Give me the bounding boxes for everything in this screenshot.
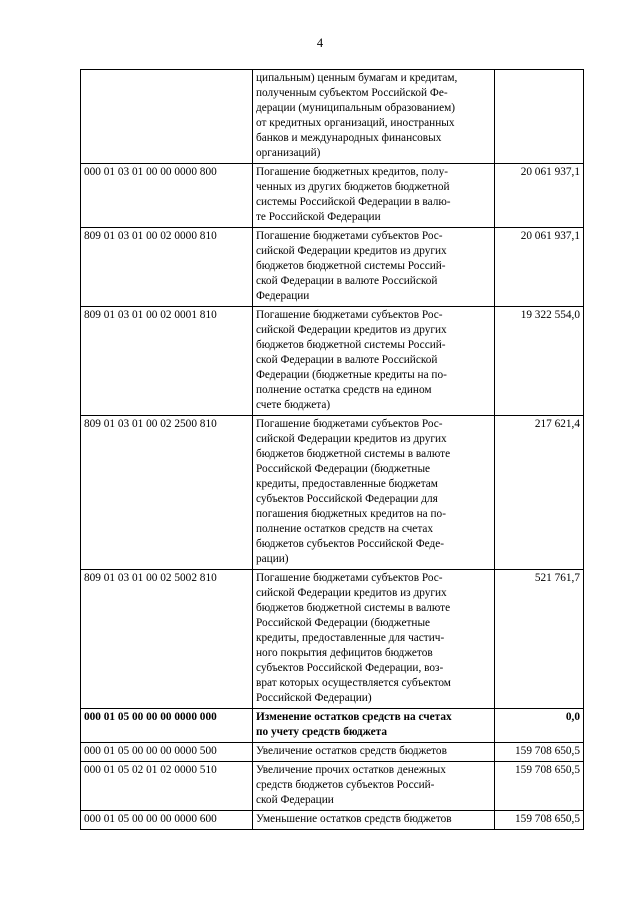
description-line: Увеличение остатков средств бюджетов — [256, 745, 447, 757]
budget-code-cell — [81, 70, 253, 164]
budget-code-cell: 000 01 05 02 01 02 0000 510 — [81, 762, 253, 811]
page-number: 4 — [316, 36, 324, 50]
description-line: Погашение бюджетами субъектов Рос- — [256, 309, 443, 321]
description-line: рации) — [256, 553, 289, 565]
description-line: полученным субъектом Российской Фе- — [256, 87, 448, 99]
description-line: бюджетов бюджетной системы в валюте — [256, 602, 451, 614]
budget-code-cell: 809 01 03 01 00 02 0000 810 — [81, 228, 253, 307]
description-line: сийской Федерации кредитов из других — [256, 587, 447, 599]
description-cell — [253, 307, 495, 416]
description-line: субъектов Российской Федерации для — [256, 493, 438, 505]
description-line: Уменьшение остатков средств бюджетов — [256, 813, 452, 825]
description-line: Увеличение прочих остатков денежных — [256, 764, 446, 776]
amount-cell: 217 621,4 — [495, 416, 584, 570]
description-line: кредиты, предоставленные бюджетам — [256, 478, 438, 490]
description-cell — [253, 570, 495, 709]
amount-cell: 0,0 — [495, 709, 584, 743]
description-line: средств бюджетов субъектов Россий- — [256, 779, 435, 791]
amount-cell: 159 708 650,5 — [495, 762, 584, 811]
description-line: от кредитных организаций, иностранных — [256, 117, 455, 129]
description-line: врат которых осуществляется субъектом — [256, 677, 451, 689]
budget-code-cell: 809 01 03 01 00 02 0001 810 — [81, 307, 253, 416]
table-row — [81, 70, 584, 164]
description-line: Российской Федерации (бюджетные — [256, 463, 431, 475]
description-line: бюджетов бюджетной системы Россий- — [256, 339, 446, 351]
description-line: Погашение бюджетами субъектов Рос- — [256, 230, 443, 242]
budget-code-cell: 000 01 05 00 00 00 0000 600 — [81, 811, 253, 830]
table-row — [81, 228, 584, 307]
description-line: Погашение бюджетных кредитов, полу- — [256, 166, 448, 178]
amount-cell: 19 322 554,0 — [495, 307, 584, 416]
description-line: организаций) — [256, 147, 321, 159]
description-cell — [253, 228, 495, 307]
description-line: ного покрытия дефицитов бюджетов — [256, 647, 433, 659]
description-line: ской Федерации — [256, 794, 334, 806]
amount-cell: 159 708 650,5 — [495, 743, 584, 762]
description-line: дерации (муниципальным образованием) — [256, 102, 456, 114]
description-line: ской Федерации в валюте Российской — [256, 275, 438, 287]
description-line: сийской Федерации кредитов из других — [256, 433, 447, 445]
amount-cell: 521 761,7 — [495, 570, 584, 709]
description-line: Российской Федерации (бюджетные — [256, 617, 431, 629]
description-cell — [253, 709, 495, 743]
description-line: сийской Федерации кредитов из других — [256, 245, 447, 257]
description-line: полнение остатка средств на едином — [256, 384, 432, 396]
table-row — [81, 416, 584, 570]
budget-code-cell: 809 01 03 01 00 02 2500 810 — [81, 416, 253, 570]
description-line: ципальным) ценным бумагам и кредитам, — [256, 72, 458, 84]
amount-cell: 159 708 650,5 — [495, 811, 584, 830]
description-line: ской Федерации в валюте Российской — [256, 354, 438, 366]
amount-cell: 20 061 937,1 — [495, 164, 584, 228]
description-line: Погашение бюджетами субъектов Рос- — [256, 572, 443, 584]
description-line: те Российской Федерации — [256, 211, 381, 223]
budget-code-cell: 000 01 05 00 00 00 0000 000 — [81, 709, 253, 743]
table-row — [81, 307, 584, 416]
table-row — [81, 570, 584, 709]
description-line: банков и международных финансовых — [256, 132, 442, 144]
description-line: ченных из других бюджетов бюджетной — [256, 181, 450, 193]
description-cell — [253, 416, 495, 570]
table-row — [81, 164, 584, 228]
description-line: Федерации — [256, 290, 310, 302]
budget-code-cell: 000 01 05 00 00 00 0000 500 — [81, 743, 253, 762]
description-cell — [253, 811, 495, 830]
description-cell — [253, 164, 495, 228]
description-line: Изменение остатков средств на счетах — [256, 711, 452, 723]
description-line: субъектов Российской Федерации, воз- — [256, 662, 444, 674]
description-line: Российской Федерации) — [256, 692, 372, 704]
table-row — [81, 743, 584, 762]
description-line: сийской Федерации кредитов из других — [256, 324, 447, 336]
amount-cell — [495, 70, 584, 164]
table-body — [81, 70, 584, 830]
table-row — [81, 709, 584, 743]
description-line: системы Российской Федерации в валю- — [256, 196, 451, 208]
description-line: бюджетов бюджетной системы в валюте — [256, 448, 451, 460]
amount-cell: 20 061 937,1 — [495, 228, 584, 307]
budget-code-cell: 000 01 03 01 00 00 0000 800 — [81, 164, 253, 228]
description-line: счете бюджета) — [256, 399, 331, 411]
description-cell — [253, 70, 495, 164]
description-line: кредиты, предоставленные для частич- — [256, 632, 445, 644]
description-line: бюджетов бюджетной системы Россий- — [256, 260, 446, 272]
description-line: погашения бюджетных кредитов на по- — [256, 508, 446, 520]
description-line: полнение остатков средств на счетах — [256, 523, 434, 535]
description-line: Федерации (бюджетные кредиты на по- — [256, 369, 447, 381]
description-cell — [253, 743, 495, 762]
budget-sources-table — [80, 69, 584, 830]
budget-code-cell: 809 01 03 01 00 02 5002 810 — [81, 570, 253, 709]
table-row — [81, 811, 584, 830]
description-line: по учету средств бюджета — [256, 726, 387, 738]
description-line: бюджетов субъектов Российской Феде- — [256, 538, 445, 550]
table-row — [81, 762, 584, 811]
description-line: Погашение бюджетами субъектов Рос- — [256, 418, 443, 430]
description-cell — [253, 762, 495, 811]
